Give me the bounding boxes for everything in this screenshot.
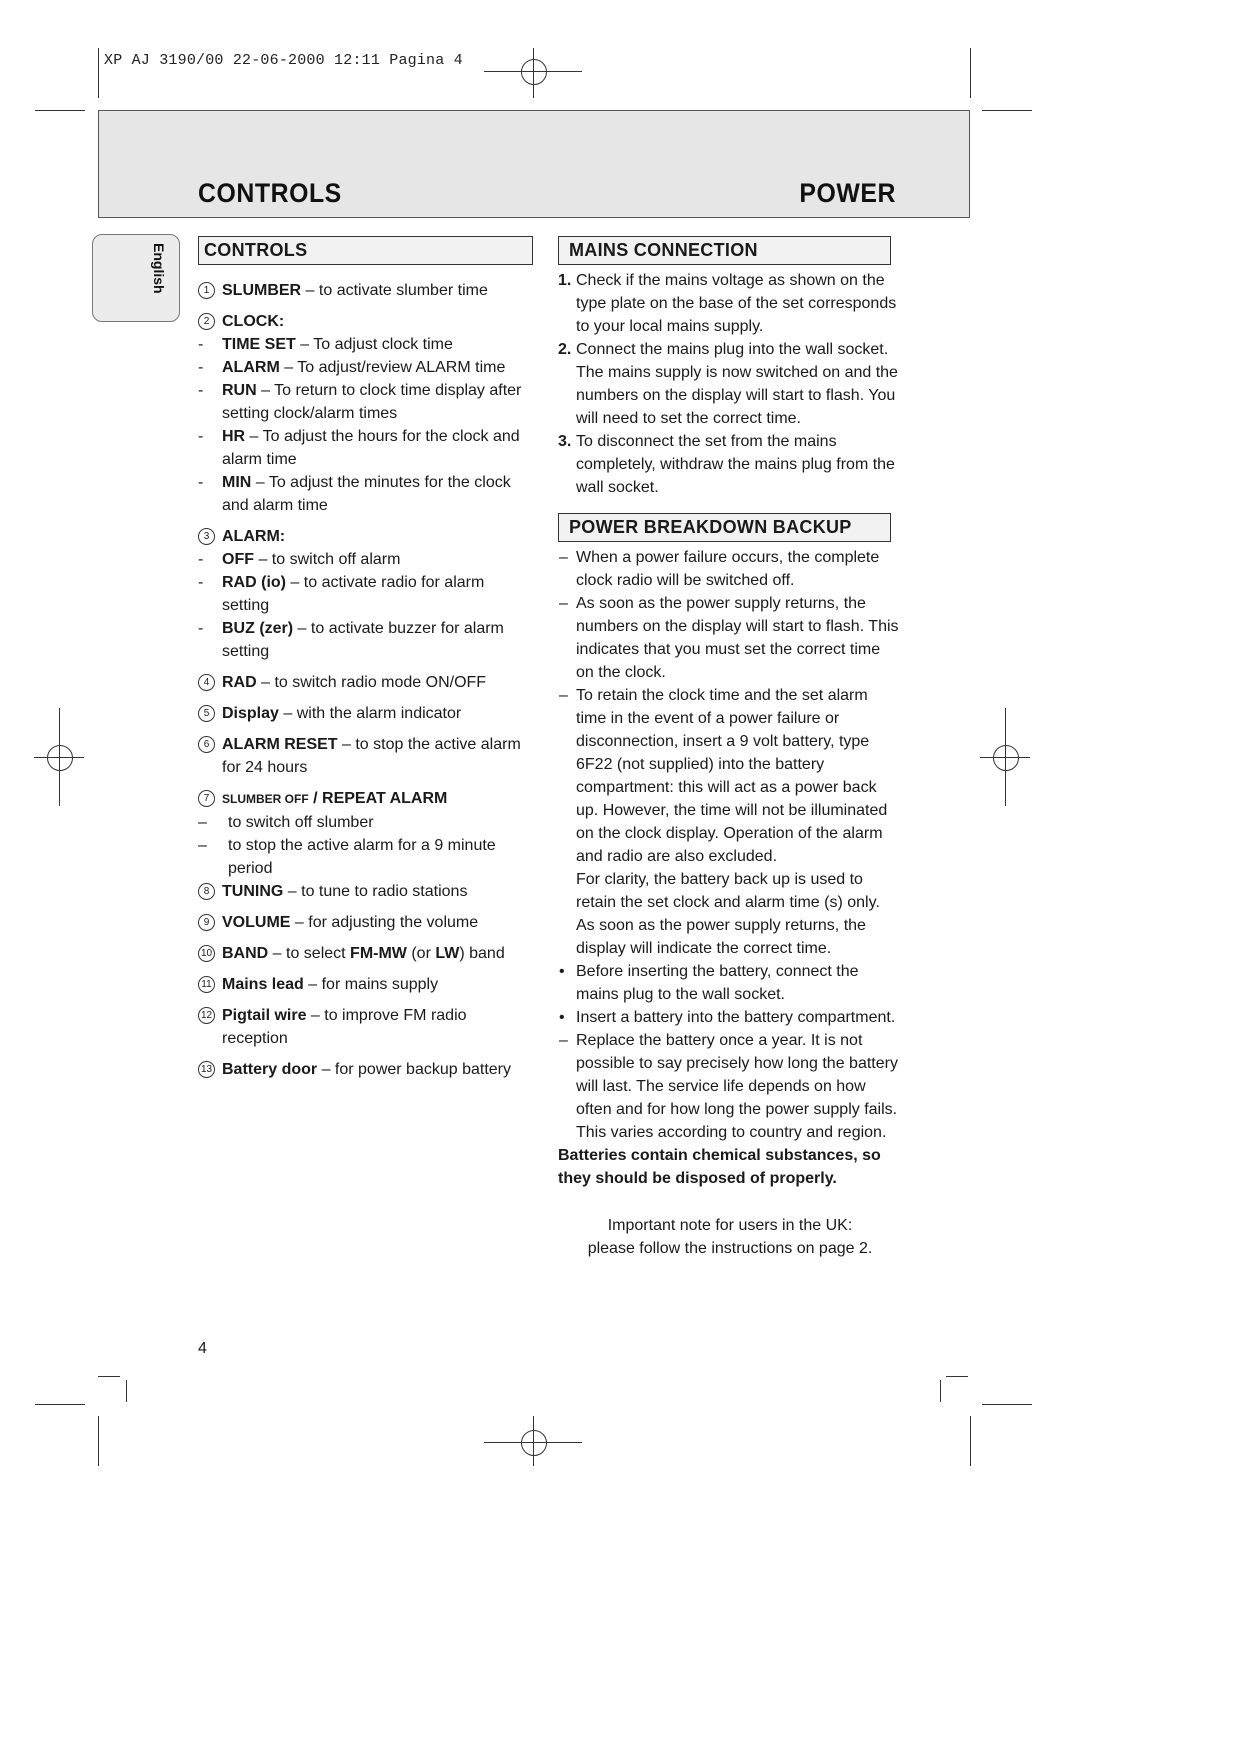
sub-item: - MIN – To adjust the minutes for the clock and alarm time <box>198 474 511 514</box>
list-item: 10 BAND – to select FM-MW (or LW) band <box>198 942 533 965</box>
list-item: • Before inserting the battery, connect the mains plug to the wall socket. <box>559 963 859 1003</box>
item-number: 9 <box>198 914 215 931</box>
crop-mark <box>59 708 60 806</box>
item-number: 1 <box>198 282 215 299</box>
uk-note: Important note for users in the UK: please follow the instructions on page 2. <box>587 1217 873 1257</box>
battery-warning: Batteries contain chemical substances, so they should be disposed of properly. <box>558 1147 881 1187</box>
crop-mark <box>1005 708 1006 806</box>
list-item: As soon as the power supply returns, the display will indicate the correct time. <box>576 917 866 957</box>
registration-mark-icon <box>521 59 547 85</box>
sub-item: – to stop the active alarm for a 9 minute period <box>198 837 496 877</box>
controls-heading: CONTROLS <box>198 236 533 265</box>
registration-mark-icon <box>521 1430 547 1456</box>
list-item: – As soon as the power supply returns, the numbers on the display will start to flash. This indicates that you must set the correct time on the clock. <box>559 595 899 681</box>
page-number: 4 <box>198 1340 207 1357</box>
language-label: English <box>151 243 167 294</box>
crop-mark <box>533 1416 534 1466</box>
item-number: 5 <box>198 705 215 722</box>
list-item: 6 ALARM RESET – to stop the active alarm for 24 hours <box>198 733 533 779</box>
crop-mark <box>982 110 1032 111</box>
mains-connection-heading: MAINS CONNECTION <box>558 236 891 265</box>
item-number: 4 <box>198 674 215 691</box>
item-number: 3 <box>198 528 215 545</box>
crop-mark <box>126 1380 127 1402</box>
list-item: 3 ALARM: <box>198 525 533 548</box>
item-number: 10 <box>198 945 215 962</box>
list-item: 2 CLOCK: <box>198 310 533 333</box>
header-title-left: CONTROLS <box>198 178 342 208</box>
crop-mark <box>98 48 99 98</box>
header-title-right: POWER <box>799 178 896 208</box>
crop-mark <box>35 1404 85 1405</box>
item-number: 6 <box>198 736 215 753</box>
sub-item: - OFF – to switch off alarm <box>198 551 401 568</box>
sub-item: - RUN – To return to clock time display after setting clock/alarm times <box>198 382 522 422</box>
list-item: 12 Pigtail wire – to improve FM radio reception <box>198 1004 533 1050</box>
list-item: 4 RAD – to switch radio mode ON/OFF <box>198 671 533 694</box>
registration-mark-icon <box>47 745 73 771</box>
sub-item: - HR – To adjust the hours for the clock and alarm time <box>198 428 520 468</box>
list-item: – Replace the battery once a year. It is not possible to say precisely how long the battery will last. The service life depends on how often and for how long the power supply fails. This varies according to country and region. <box>559 1032 898 1141</box>
item-number: 11 <box>198 976 215 993</box>
list-item: 9 VOLUME – for adjusting the volume <box>198 911 533 934</box>
list-item: 11 Mains lead – for mains supply <box>198 973 533 996</box>
list-item: 5 Display – with the alarm indicator <box>198 702 533 725</box>
numbered-step: 2. Connect the mains plug into the wall socket. The mains supply is now switched on and the numbers on the display will start to flash. You will need to set the correct time. <box>558 341 898 427</box>
item-number: 12 <box>198 1007 215 1024</box>
numbered-step: 1. Check if the mains voltage as shown on the type plate on the base of the set corresponds to your local mains supply. <box>558 272 897 335</box>
item-number: 8 <box>198 883 215 900</box>
list-item: 13 Battery door – for power backup battery <box>198 1058 533 1081</box>
sub-item: - TIME SET – To adjust clock time <box>198 336 453 353</box>
crop-mark <box>35 110 85 111</box>
registration-mark-icon <box>993 745 1019 771</box>
print-slug: XP AJ 3190/00 22-06-2000 12:11 Pagina 4 <box>104 52 463 69</box>
power-column <box>558 236 902 1260</box>
list-item: • Insert a battery into the battery compartment. <box>559 1009 896 1026</box>
sub-item: - ALARM – To adjust/review ALARM time <box>198 359 506 376</box>
item-number: 7 <box>198 790 215 807</box>
controls-column <box>198 236 533 1089</box>
language-tab <box>92 234 180 322</box>
list-item: – When a power failure occurs, the complete clock radio will be switched off. <box>559 549 880 589</box>
power-backup-heading: POWER BREAKDOWN BACKUP <box>558 513 891 542</box>
sub-item: - RAD (io) – to activate radio for alarm setting <box>198 574 485 614</box>
crop-mark <box>98 1416 99 1466</box>
sub-item: - BUZ (zer) – to activate buzzer for alarm setting <box>198 620 504 660</box>
list-item: 8 TUNING – to tune to radio stations <box>198 880 533 903</box>
crop-mark <box>982 1404 1032 1405</box>
list-item: – To retain the clock time and the set alarm time in the event of a power failure or disconnection, insert a 9 volt battery, type 6F22 (not supplied) into the battery compartment: this will act as a power back up. However, the time will not be illuminated on the clock display. Operation of the alarm and radio are also excluded. <box>559 687 888 865</box>
crop-mark <box>970 48 971 98</box>
numbered-step: 3. To disconnect the set from the mains completely, withdraw the mains plug from the wall socket. <box>558 433 895 496</box>
crop-mark <box>946 1376 968 1377</box>
crop-mark <box>98 1376 120 1377</box>
crop-mark <box>533 48 534 98</box>
list-item: For clarity, the battery back up is used to retain the set clock and alarm time (s) only. <box>576 871 880 911</box>
sub-item: – to switch off slumber <box>198 814 374 831</box>
crop-mark <box>970 1416 971 1466</box>
item-number: 13 <box>198 1061 215 1078</box>
item-number: 2 <box>198 313 215 330</box>
list-item: 1 SLUMBER – to activate slumber time <box>198 279 533 302</box>
crop-mark <box>940 1380 941 1402</box>
list-item: 7 SLUMBER OFF / REPEAT ALARM <box>198 787 533 811</box>
